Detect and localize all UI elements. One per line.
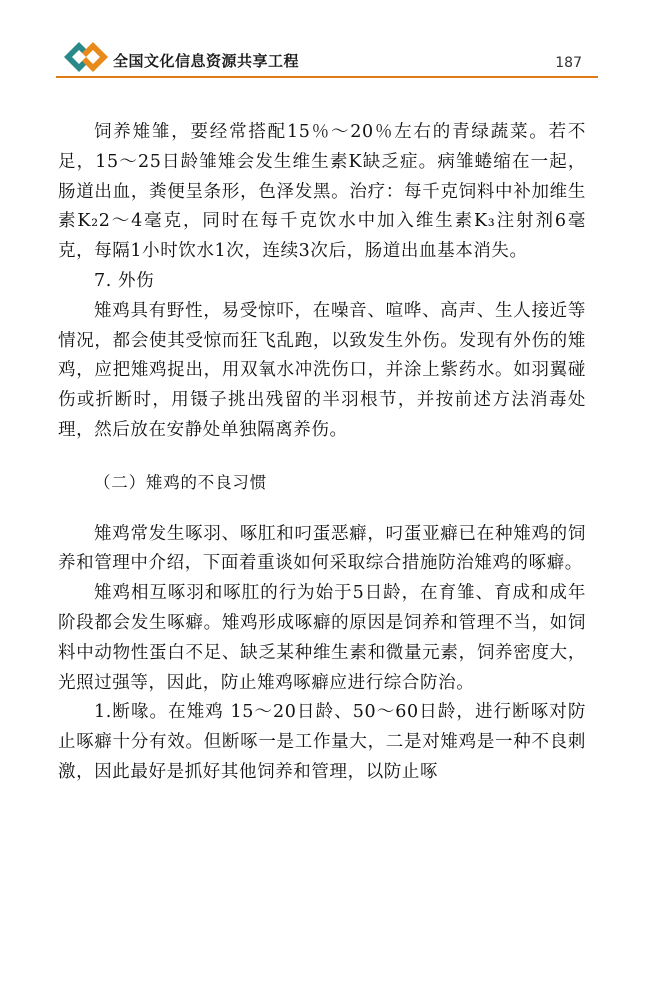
page-header	[0, 0, 646, 82]
paragraph: 雉鸡常发生啄羽、啄肛和叼蛋恶癖，叼蛋亚癖已在种雉鸡的饲养和管理中介绍，下面着重谈如何采取综合措施防治雉鸡的啄癖。	[58, 523, 586, 574]
header-divider	[56, 76, 598, 78]
subheading: 7. 外伤	[94, 270, 155, 291]
paragraph: 雉鸡相互啄羽和啄肛的行为始于5日龄，在育雏、育成和成年阶段都会发生啄癖。雉鸡形成啄癖的原因是饲养和管理不当，如饲料中动物性蛋白不足、缺乏某种维生素和微量元素，饲养密度大，光照过强等，因此，防止雉鸡啄癖应进行综合防治。	[58, 583, 586, 693]
diamond-logo-icon	[62, 40, 110, 74]
paragraph: 1.断喙。在雉鸡 15～20日龄、50～60日龄，进行断啄对防止啄癖十分有效。但断啄一是工作量大，二是对雉鸡是一种不良刺激，因此最好是抓好其他饲养和管理，以防止啄	[58, 702, 586, 782]
header-title: 全国文化信息资源共享工程	[113, 52, 300, 70]
paragraph: 雉鸡具有野性，易受惊吓，在噪音、喧哗、高声、生人接近等情况，都会使其受惊而狂飞乱跑，以致发生外伤。发现有外伤的雉鸡，应把雉鸡捉出，用双氧水冲洗伤口，并涂上紫药水。如羽翼碰伤或折断时，用镊子挑出残留的半羽根节，并按前述方法消毒处理，然后放在安静处单独隔离养伤。	[58, 300, 586, 440]
page-body	[58, 118, 586, 788]
page-number: 187	[555, 55, 582, 71]
section-title: （二）雉鸡的不良习惯	[94, 472, 267, 492]
paragraph: 饲养雉雏，要经常搭配15％～20％左右的青绿蔬菜。若不足，15～25日龄雏雉会发生维生素K缺乏症。病雏蜷缩在一起，肠道出血，粪便呈条形，色泽发黑。治疗：每千克饲料中补加维生素K₂2～4毫克，同时在每千克饮水中加入维生素K₃注射剂6毫克，每隔1小时饮水1次，连续3次后，肠道出血基本消失。	[58, 122, 586, 262]
